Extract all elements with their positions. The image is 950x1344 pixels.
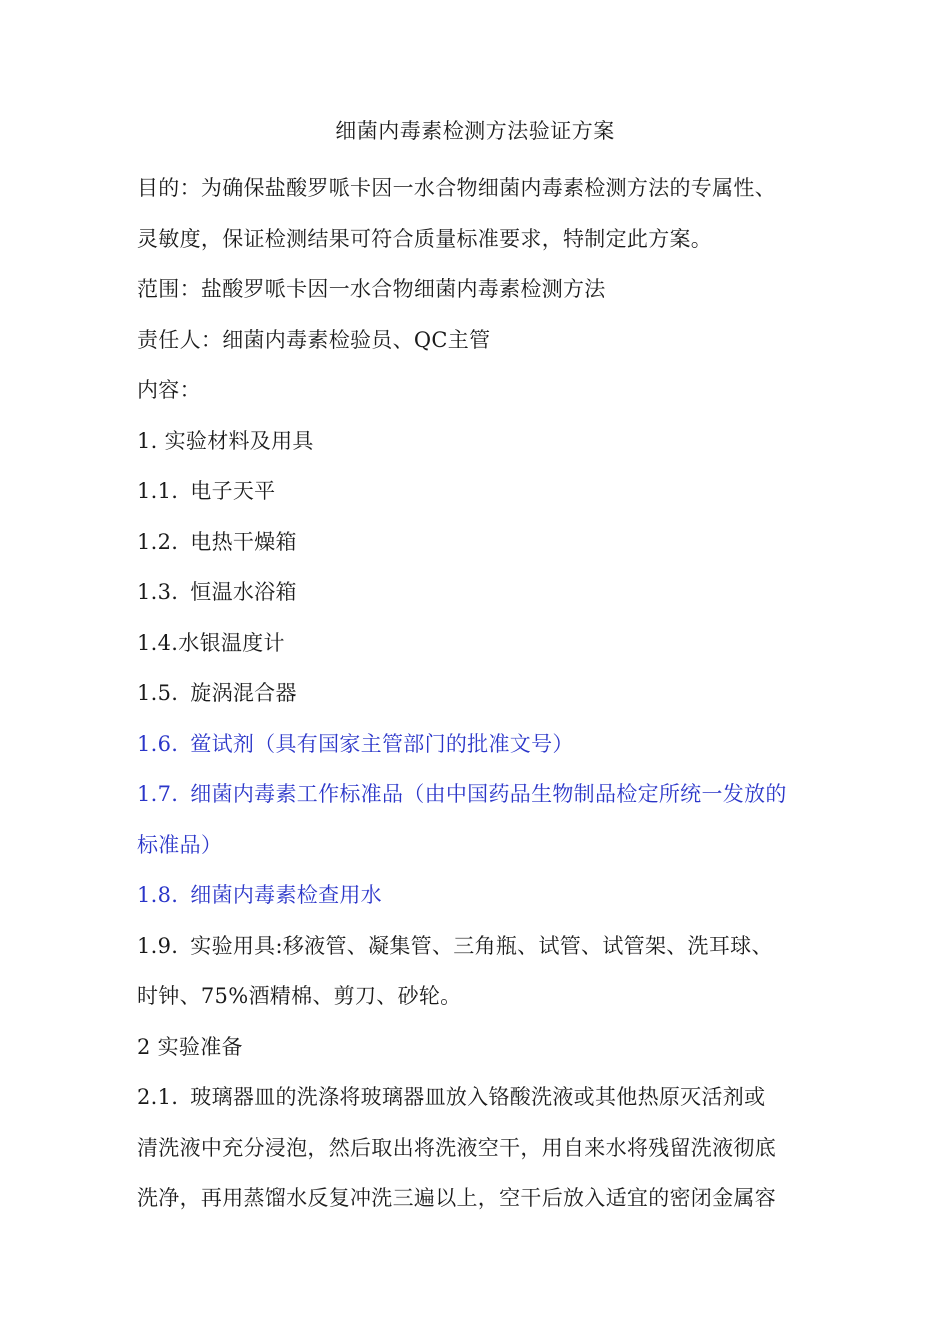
line-text: 细菌内毒素检查用水 <box>190 883 382 907</box>
line-text: 电子天平 <box>190 479 276 503</box>
document-line <box>137 870 817 921</box>
line-number: 1.1. <box>137 479 179 503</box>
line-text: 实验用具:移液管、凝集管、三角瓶、试管、试管架、洗耳球、 <box>190 933 773 958</box>
document-line <box>137 719 817 770</box>
line-number: 1.2. <box>137 529 179 554</box>
line-number: 1.6. <box>137 731 179 756</box>
line-text: 责任人：细菌内毒素检验员、QC主管 <box>137 327 491 352</box>
line-text: 范围：盐酸罗哌卡因一水合物细菌内毒素检测方法 <box>137 277 606 301</box>
line-number: 1.5. <box>137 681 179 705</box>
line-number: 1.8. <box>137 883 179 907</box>
line-text: 玻璃器皿的洗涤将玻璃器皿放入铬酸洗液或其他热原灭活剂或 <box>190 1085 766 1109</box>
line-text: 细菌内毒素工作标准品（由中国药品生物制品检定所统一发放的 <box>190 782 787 806</box>
document-line <box>137 214 817 265</box>
line-number: 1.9. <box>137 933 179 958</box>
line-text: 标准品） <box>137 832 223 857</box>
line-text: 恒温水浴箱 <box>190 580 297 604</box>
document-line <box>137 1123 817 1174</box>
document-line <box>137 820 817 871</box>
line-text: 目的：为确保盐酸罗哌卡因一水合物细菌内毒素检测方法的专属性、 <box>137 176 776 200</box>
document-line <box>137 517 817 568</box>
document-line <box>137 668 817 719</box>
document-line <box>137 1072 817 1123</box>
document-line <box>137 264 817 315</box>
line-text: 灵敏度，保证检测结果可符合质量标准要求，特制定此方案。 <box>137 226 713 251</box>
line-text: 鲎试剂（具有国家主管部门的批准文号） <box>190 731 574 756</box>
document-line <box>137 365 817 416</box>
line-text: 1. 实验材料及用具 <box>137 428 314 453</box>
document-body <box>137 163 817 1224</box>
document-line <box>137 163 817 214</box>
line-text: 旋涡混合器 <box>190 681 297 705</box>
line-number: 1.3. <box>137 580 179 604</box>
document-line <box>137 466 817 517</box>
line-text: 电热干燥箱 <box>190 529 297 554</box>
document-line <box>137 567 817 618</box>
line-text: 2 实验准备 <box>137 1034 243 1059</box>
document-line <box>137 921 817 972</box>
line-text: 洗净，再用蒸馏水反复冲洗三遍以上，空干后放入适宜的密闭金属容 <box>137 1186 776 1210</box>
document-title: 细菌内毒素检测方法验证方案 <box>335 119 615 143</box>
document-line <box>137 416 817 467</box>
document-line <box>137 315 817 366</box>
line-text: 清洗液中充分浸泡，然后取出将洗液空干，用自来水将残留洗液彻底 <box>137 1135 776 1160</box>
document-line <box>137 769 817 820</box>
line-text: 内容： <box>137 378 201 402</box>
line-number: 1.7. <box>137 782 179 806</box>
line-text: 1.4.水银温度计 <box>137 630 285 655</box>
document-line <box>137 971 817 1022</box>
line-text: 时钟、75%酒精棉、剪刀、砂轮。 <box>137 984 462 1008</box>
document-line <box>137 1173 817 1224</box>
document-line <box>137 1022 817 1073</box>
document-line <box>137 618 817 669</box>
line-number: 2.1. <box>137 1085 179 1109</box>
